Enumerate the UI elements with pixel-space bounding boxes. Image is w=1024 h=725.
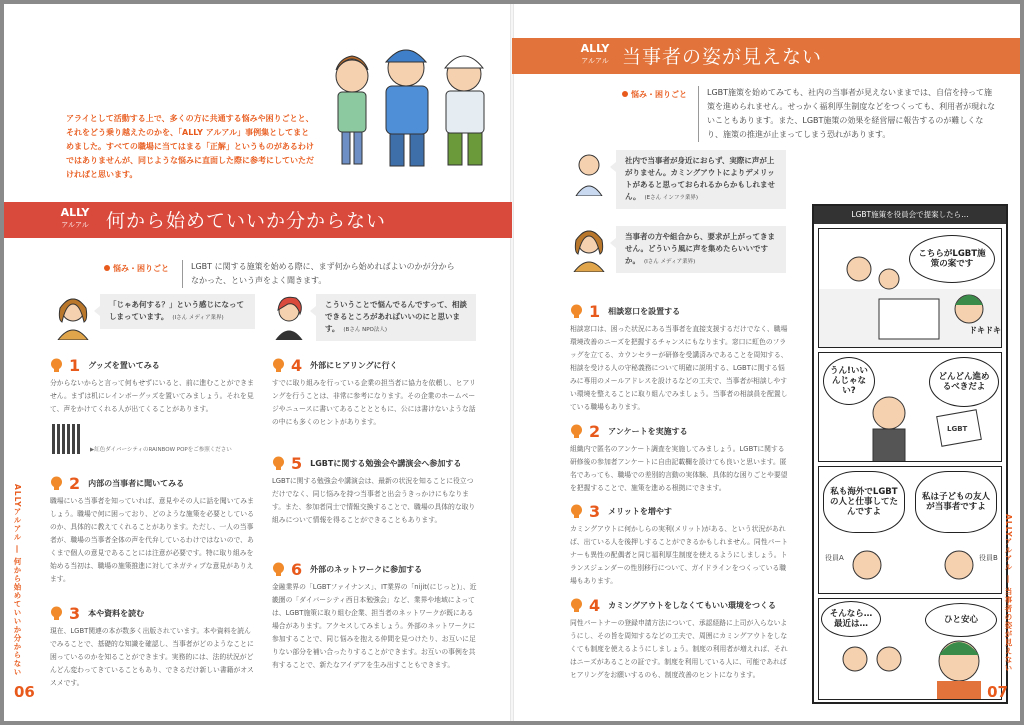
lightbulb-icon — [272, 358, 285, 373]
lightbulb-icon — [272, 562, 285, 577]
worry-block — [622, 88, 1012, 138]
lgbt-document: LGBT — [947, 425, 968, 433]
tip-heading: 外部のネットワークに参加する — [310, 564, 423, 574]
tip-heading: 相談窓口を設置する — [608, 306, 681, 316]
lightbulb-icon — [570, 424, 583, 439]
lightbulb-icon — [570, 598, 583, 613]
page-number: 07 — [987, 683, 1008, 701]
qr-code[interactable] — [52, 424, 82, 454]
comic-title: LGBT施策を役員会で提案したら… — [814, 206, 1006, 224]
speech-bubble: 私も海外でLGBTの人と仕事してたんですよ — [823, 471, 905, 533]
section-banner — [512, 38, 1020, 74]
lightbulb-icon — [272, 456, 285, 471]
tip-item: 3 本や資料を読む 現在、LGBT関連の本が数多く出版されています。本や資料を読んでみることで、基礎的な知識を確認し、当事者がどのようなことに困っているのかを知ることができます。実務的には、法的状況がどんどん変わってきていることもあり、できるだけ新しい書籍がオススメです。 — [50, 604, 255, 690]
tip-body: LGBTに関する勉強会や講演会は、最新の状況を知ることに役立つだけでなく、同じ悩みを持つ当事者と出会うきっかけにもなります。また、参加者同士で情報交換することで、職場の具体的な取り組みについて情報を得ることができることもあります。 — [272, 477, 476, 524]
tip-body: 同性パートナーの登録申請方法について、承認経路に上司が入らないようにし、その旨を周知するなどの工夫で、周囲にカミングアウトをしなくても制度を使えるようにしましょう。制度の利用者が増えれば、それはニーズがあることの証です。制度を利用している人に、可能であればヒアリングをお願いするのも、制度改善のヒントになります。 — [570, 619, 788, 679]
tip-heading: 内部の当事者に聞いてみる — [88, 478, 185, 488]
workers-illustration — [324, 34, 504, 174]
tip-item: 6 外部のネットワークに参加する 金融業界の「LGBTファイナンス」、IT業界の「nijit(にじっと)」、近畿圏の「ダイバーシティ西日本勉強会」など、業界や地域によっては、LGBT施策に取り組む企業、担当者のネットワークが既にある場合があります。アクセスしてみましょう。外部のネットワークに参加することで、同じ悩みを抱える仲間を見つけたり、お互いに足りない部分を補い合ったりすることができます。お互いの事例を共有することで、新たなアイデアを生み出すこともできます。 — [272, 560, 477, 672]
tip-body: 職場にいる当事者を知っていれば、意見やその人に話を聞いてみましょう。職場で何に困っており、どのような施策を必要としているのか、具体的に教えてくれることがあります。ただし、一人の当事者が、職場の当事者全体の声を代弁しているわけではないので、あくまで個人の意見であることには注意が必要です。特に取り組みを始める当初は、職場の施策推進に対してネガティブな意見がありえます。 — [50, 497, 254, 583]
lightbulb-icon — [50, 606, 63, 621]
intro-text: アライとして活動する上で、多くの方に共通する悩みや困りごとと、それをどう乗り越えたのかを、「ALLY アルアル」事例集としてまとめました。すべての職場に当てはまる「正解」というものがあるわけではありませんが、同じような悩みに直面した際に参考にしていただければと思います。 — [66, 114, 314, 179]
label-exec-b: 役員B — [979, 554, 998, 562]
comic-panel-2 — [818, 352, 1002, 462]
speech-bubble: そんなら…最近は… — [821, 601, 881, 637]
tip-item: 2 アンケートを実施する 組織内で匿名のアンケート調査を実施してみましょう。LGBTに関する研修後の参加者アンケートに自由記載欄を設けても良いと思います。匿名であっても、職場での差別的言動の実体験、具体的な困りごとや要望を把握することで、施策を進める根拠にできます。 — [570, 422, 790, 495]
side-label: ALLYアルアル ― 何から始めていいか分からない — [13, 484, 22, 677]
tip-heading: 本や資料を読む — [88, 608, 145, 618]
section-title: 何から始めていいか分からない — [106, 210, 387, 232]
tip-heading: カミングアウトをしなくてもいい環境をつくる — [608, 600, 776, 610]
person-icon — [570, 150, 608, 196]
left-page — [4, 4, 512, 721]
tip-item: 5 LGBTに関する勉強会や講演会へ参加する LGBTに関する勉強会や講演会は、最新の状況を知ることに役立つだけでなく、同じ悩みを持つ当事者と出会うきっかけにもなります。また、参加者同士で情報交換することで、職場の具体的な取り組みについて情報を得ることができることもあります。 — [272, 454, 477, 527]
quote-bubble: 「じゃあ何する？」という感じになってしまっています。 (Iさん メディア業界) — [100, 294, 255, 329]
worry-block — [104, 262, 504, 292]
tip-item: 4 カミングアウトをしなくてもいい環境をつくる 同性パートナーの登録申請方法について、承認経路に上司が入らないようにし、その旨を周知するなどの工夫で、周囲にカミングアウトをしなくても制度を使えるようにしましょう。制度の利用者が増えれば、それはニーズがあることの証です。制度を利用している人に、可能であればヒアリングをお願いするのも、制度改善のヒントになります。 — [570, 596, 790, 682]
tip-heading: グッズを置いてみる — [88, 360, 160, 370]
lightbulb-icon — [570, 504, 583, 519]
person-icon — [54, 294, 92, 340]
sfx-text: ドキドキ — [969, 326, 1001, 335]
lightbulb-icon — [570, 304, 583, 319]
tip-body: すでに取り組みを行っている企業の担当者に協力を依頼し、ヒアリングを行うことは、非常に参考になります。その企業のホームページやニュースに書いてあることとともに、公には書けないような話の中にも多くのヒントがあります。 — [272, 379, 476, 426]
tip-item: 4 外部にヒアリングに行く すでに取り組みを行っている企業の担当者に協力を依頼し、ヒアリングを行うことは、非常に参考になります。その企業のホームページやニュースに書いてあることとともに、公には書けないような話の中にも多くのヒントがあります。 — [272, 356, 477, 429]
lightbulb-icon — [50, 476, 63, 491]
tip-body: 金融業界の「LGBTファイナンス」、IT業界の「nijit(にじっと)」、近畿圏の「ダイバーシティ西日本勉強会」など、業界や地域によっては、LGBT施策に取り組む企業、担当者のネットワークが既にある場合があります。アクセスしてみましょう。外部のネットワークに参加することで、同じ悩みを抱える仲間を見つけたり、お互いに足りない部分を補い合ったりすることができます。お互いの事例を共有することで、新たなアイデアを生み出すこともできます。 — [272, 583, 477, 669]
ally-label: ALLY アルアル — [60, 206, 90, 229]
tip-item: 2 内部の当事者に聞いてみる 職場にいる当事者を知っていれば、意見やその人に話を聞いてみましょう。職場で何に困っており、どのような施策を必要としているのか、具体的に教えてくれることがあります。ただし、一人の当事者が、職場の当事者全体の声を代弁しているわけではないので、あくまで個人の意見であることには注意が必要です。特に取り組みを始める当初は、職場の施策推進に対してネガティブな意見がありえます。 — [50, 474, 255, 586]
tip-heading: メリットを増やす — [608, 506, 672, 516]
quote-card — [270, 294, 476, 341]
tip-item: 1 グッズを置いてみる 分からないからと言って何もせずにいると、前に進むことができません。まずは机にレインボーグッズを置いてみましょう。それを見て、声をかけてくれる人が出てくることがあります。 — [50, 356, 255, 416]
speech-bubble: どんどん進めるべきだよ — [929, 357, 999, 407]
quote-card — [570, 150, 786, 209]
page-number: 06 — [14, 683, 35, 701]
comic-panel-4 — [818, 598, 1002, 700]
quote-bubble: 当事者の方や組合から、要求が上がってきません。どういう風に声を集めたらいいですか。 (Iさん メディア業界) — [616, 226, 786, 273]
tip-heading: 外部にヒアリングに行く — [310, 360, 398, 370]
tip-item: 1 相談窓口を設置する 相談窓口は、困った状況にある当事者を直接支援するだけでなく、職場環境改善のニーズを把握するチャンスにもなります。窓口に虹色のフラッグを立てる、カウンセラーが研修を受講済みであることを周知する、相談を受ける人の守秘義務について明確に説明する、LGBTに関する悩みに専用のメールアドレスを設けるなどの工夫で、当事者が相談しやすい環境を整えることに取り組んでみましょう。当事者の相談員を配置している職場もあります。 — [570, 302, 790, 414]
tip-heading: アンケートを実施する — [608, 426, 688, 436]
worry-text: LGBT に関する施策を始める際に、まず何から始めればよいのかが分からなかった、という声をよく聞きます。 — [182, 260, 462, 288]
right-page — [512, 4, 1020, 721]
tip-body: 分からないからと言って何もせずにいると、前に進むことができません。まずは机にレインボーグッズを置いてみましょう。それを見て、声をかけてくれる人が出てくることがあります。 — [50, 379, 254, 413]
worry-text: LGBT施策を始めてみても、社内の当事者が見えないままでは、自信を持って施策を進められません。せっかく福利厚生制度などをつくっても、利用者が現れないこともあります。また、LGBT施策の効果を経営層に報告するのが難しくなり、施策の推進が止まってしまう恐れがあります。 — [698, 86, 998, 142]
worry-tag: 悩み・困りごと — [622, 88, 687, 102]
quote-bubble: こういうことで悩んでるんですって、相談できるところがあればいいのにと思います。 (Bさん NPO法人) — [316, 294, 476, 341]
person-icon — [270, 294, 308, 340]
tip-item: 3 メリットを増やす カミングアウトに何かしらの実利(メリット)がある、という状況があれば、出ている人を後押しすることができるかもしれません。同性パートナーも異性の配偶者と同じ福利厚生制度を使えるようにしましょう。トランスジェンダーの性別移行について、ガイドラインをつくっている職場もあります。 — [570, 502, 790, 588]
tip-body: 相談窓口は、困った状況にある当事者を直接支援するだけでなく、職場環境改善のニーズを把握するチャンスにもなります。窓口に虹色のフラッグを立てる、カウンセラーが研修を受講済みであることを周知する、相談を受ける人の守秘義務について明確に説明する、LGBTに関する悩みに専用のメールアドレスを設けるなどの工夫で、当事者が相談しやすい環境を整えることに取り組んでみましょう。当事者の相談員を配置している職場もあります。 — [570, 325, 788, 411]
magazine-spread — [4, 4, 1020, 721]
section-title: 当事者の姿が見えない — [622, 46, 823, 68]
qr-note: ▶紅色ダイバーシティのRAINBOW POPをご参照ください — [90, 447, 232, 453]
speech-bubble: うん!いいんじゃない? — [823, 357, 875, 405]
tip-body: カミングアウトに何かしらの実利(メリット)がある、という状況があれば、出ている人を後押しすることができるかもしれません。同性パートナーも異性の配偶者と同じ福利厚生制度を使えるようにしましょう。トランスジェンダーの性別移行について、ガイドラインをつくっている職場もあります。 — [570, 525, 788, 585]
lightbulb-icon — [50, 358, 63, 373]
comic-panel-3 — [818, 466, 1002, 594]
label-exec-a: 役員A — [825, 554, 844, 562]
side-label: ALLYアルアル ― 当事者の姿が見えない — [1004, 514, 1013, 673]
tip-body: 組織内で匿名のアンケート調査を実施してみましょう。LGBTに関する研修後の参加者アンケートに自由記載欄を設けても良いと思います。匿名であっても、職場での差別的言動の実体験、具体的な困りごとや要望を把握することで、施策を進める根拠にできます。 — [570, 445, 788, 492]
tip-body: 現在、LGBT関連の本が数多く出版されています。本や資料を読んでみることで、基礎的な知識を確認し、当事者がどのようなことに困っているのかを知ることができます。実務的には、法的状況がどんどん変わってきていることもあり、できるだけ新しい書籍がオススメです。 — [50, 627, 254, 687]
speech-bubble: 私は子どもの友人が当事者ですよ — [915, 471, 997, 533]
ally-label: ALLY アルアル — [580, 42, 610, 65]
quote-card — [570, 226, 786, 273]
comic-panel-1 — [818, 228, 1002, 348]
speech-bubble: こちらがLGBT施策の案です — [909, 235, 995, 283]
comic-strip — [812, 204, 1008, 704]
section-banner — [4, 202, 512, 238]
quote-card — [54, 294, 255, 340]
person-icon — [570, 226, 608, 272]
worry-tag: 悩み・困りごと — [104, 262, 169, 276]
quote-bubble: 社内で当事者が身近におらず、実際に声が上がりません。カミングアウトによりデメリットがあると思っておられるからかもしれません。 (Eさん インフラ業界) — [616, 150, 786, 209]
speech-bubble: ひと安心 — [925, 603, 997, 637]
tip-heading: LGBTに関する勉強会や講演会へ参加する — [310, 458, 462, 468]
